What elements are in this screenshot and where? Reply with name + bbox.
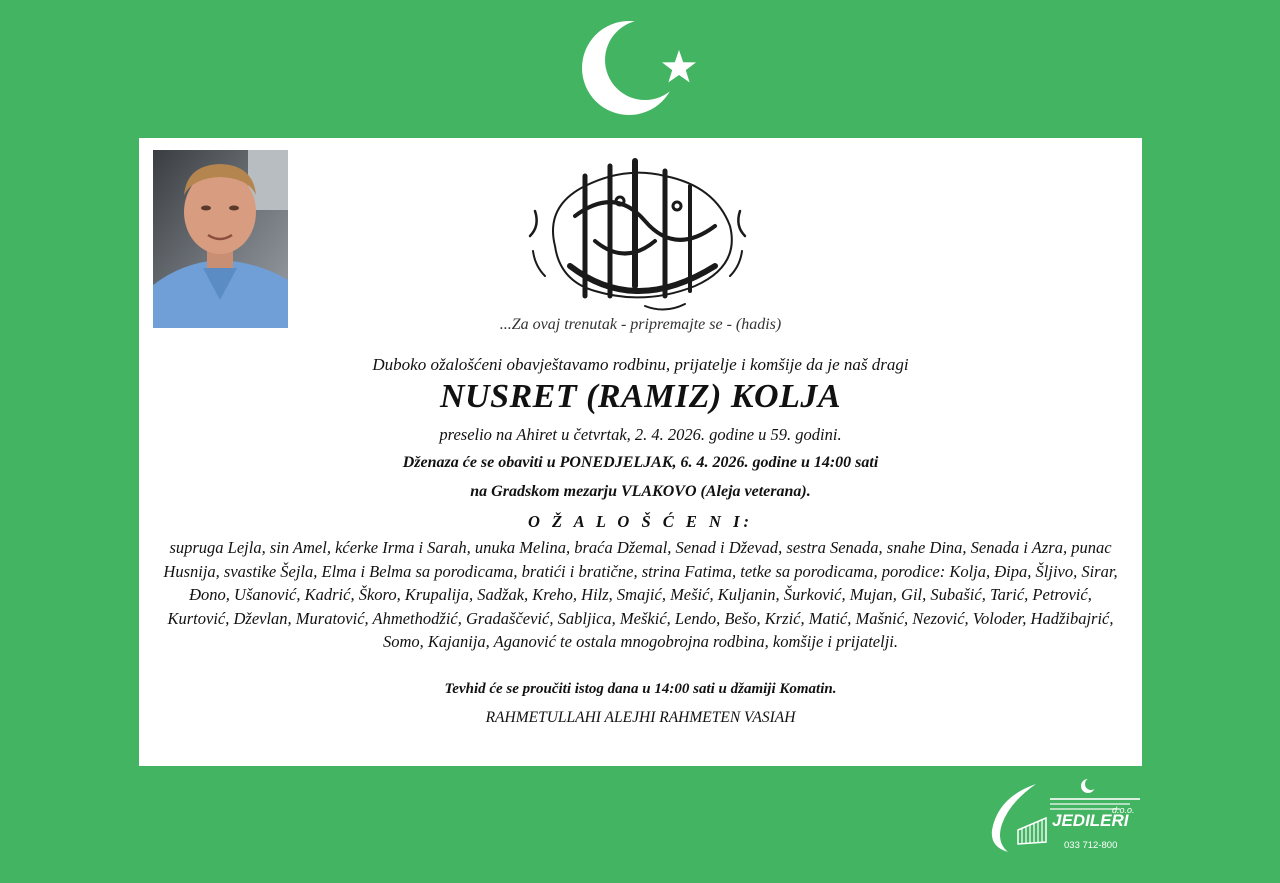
crescent-star-icon bbox=[575, 10, 705, 130]
deceased-name: NUSRET (RAMIZ) KOLJA bbox=[439, 378, 842, 415]
hadis-caption: ...Za ovaj trenutak - pripremajte se - (hadis) bbox=[499, 316, 782, 333]
passing-date-text: preselio na Ahiret u četvrtak, 2. 4. 2026. godine u 59. godini. bbox=[439, 425, 842, 444]
mourners-heading: O Ž A L O Š Ć E N I: bbox=[527, 512, 753, 531]
funeral-location-text: na Gradskom mezarju VLAKOVO (Aleja veterana). bbox=[470, 483, 811, 500]
deceased-photo bbox=[153, 150, 288, 328]
obituary-card bbox=[139, 138, 1142, 766]
intro-text: Duboko ožalošćeni obavještavamo rodbinu, prijatelje i komšije da je naš dragi bbox=[372, 355, 909, 374]
logo-phone-number: 033 712-800 bbox=[1064, 840, 1118, 851]
calligraphy-emblem bbox=[515, 146, 760, 318]
mourners-list: supruga Lejla, sin Amel, kćerke Irma i Sarah, unuka Melina, braća Džemal, Senad i Dževad, sestra Senada, snahe Dina, Senada i Azra, punac Husnija, svastike Šejla, Elma i Belma sa porodicama, bratići i bratične, strina Fatima, tetke sa porodicama, porodice: Kolja, Đipa, Šljivo, Sirar, Đono, Ušanović, Kadrić, Škoro, Krupalija, Sadžak, Kreho, Hilz, Smajić, Mešić, Kuljanin, Šurković, Mujan, Gil, Subašić, Tarić, Petrović, Kurtović, Dževlan, Muratović, Ahmethodžić, Gradaščević, Sabljica, Meškić, Lendo, Bešo, Krzić, Matić, Mašnić, Nezović, Voloder, Hadžibajrić, Somo, Kajanija, Aganović te ostala mnogobrojna rodbina, komšije i prijatelji. bbox=[163, 538, 1118, 651]
tevhid-text: Tevhid će se proučiti istog dana u 14:00 sati u džamiji Komatin. bbox=[444, 681, 837, 697]
closing-prayer: RAHMETULLAHI ALEJHI RAHMETEN VASIAH bbox=[485, 709, 796, 726]
logo-brand-name: JEDILERI bbox=[1052, 811, 1129, 830]
logo-suffix: d.o.o. bbox=[1112, 805, 1135, 815]
funeral-time-text: Dženaza će se obaviti u PONEDJELJAK, 6. 4. 2026. godine u 14:00 sati bbox=[402, 454, 879, 471]
